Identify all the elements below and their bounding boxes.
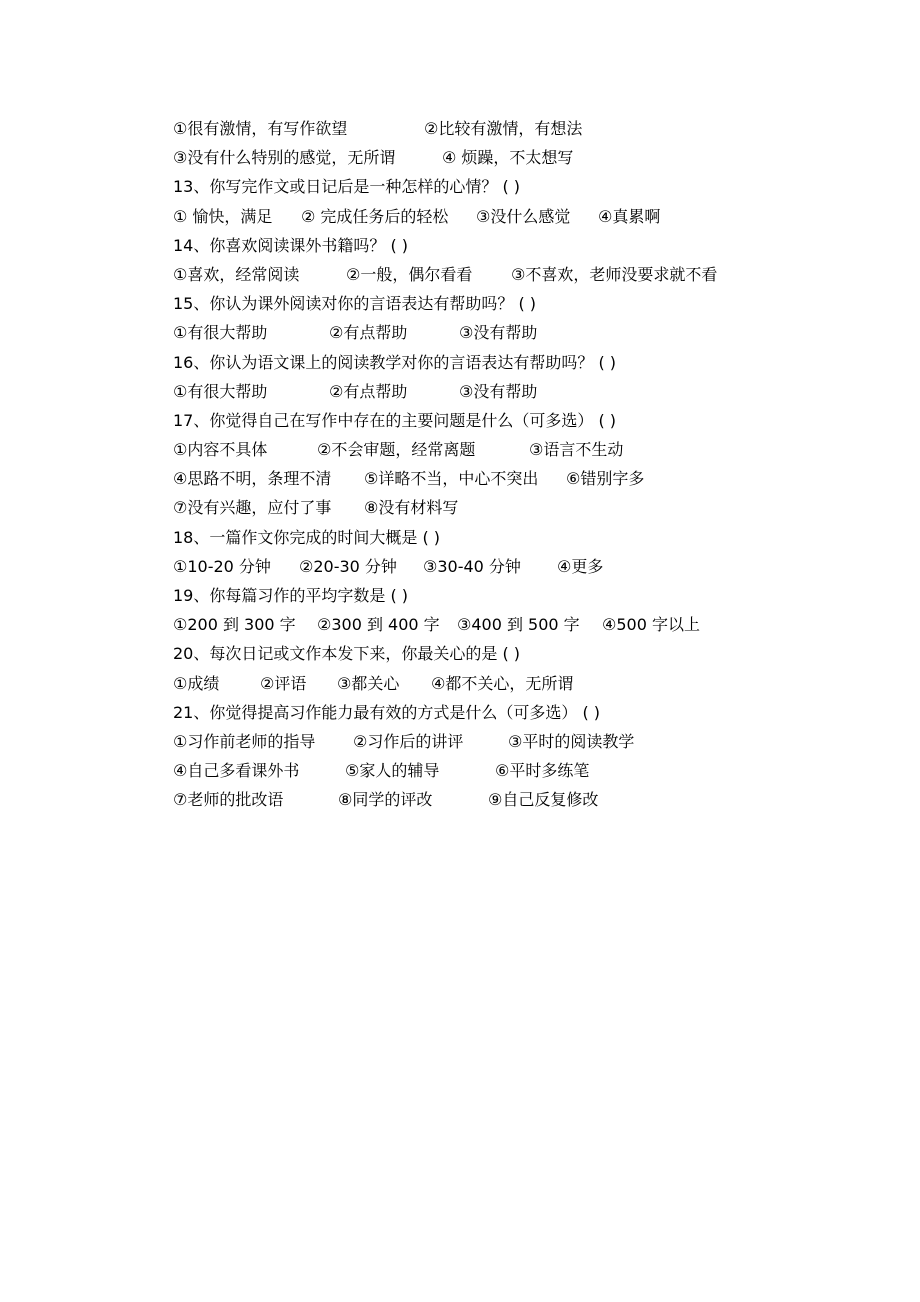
- option-line: [173, 202, 793, 231]
- option-item: ①有很大帮助: [173, 381, 268, 401]
- option-item: ⑥错别字多: [566, 469, 645, 489]
- option-item: ④ 烦躁，不太想写: [442, 148, 574, 168]
- question-text: 15、你认为课外阅读对你的言语表达有帮助吗？ ( ): [173, 294, 537, 314]
- option-item: ③没有帮助: [459, 323, 538, 343]
- question-text: 13、你写完作文或日记后是一种怎样的心情？ ( ): [173, 177, 521, 197]
- option-item: ① 愉快，满足: [173, 206, 273, 226]
- option-item: ⑦没有兴趣，应付了事: [173, 498, 332, 518]
- option-line: [173, 377, 793, 406]
- question-line: [173, 172, 793, 201]
- questionnaire-page: [173, 114, 793, 815]
- option-item: ②一般，偶尔看看: [346, 264, 473, 284]
- option-item: ③不喜欢，老师没要求就不看: [511, 264, 718, 284]
- option-item: ③30-40 分钟: [423, 556, 521, 576]
- option-item: ②20-30 分钟: [299, 556, 397, 576]
- option-item: ②有点帮助: [329, 323, 408, 343]
- option-item: ⑤家人的辅导: [345, 761, 440, 781]
- option-item: ④都不关心，无所谓: [431, 673, 574, 693]
- option-line: [173, 435, 793, 464]
- option-item: ③平时的阅读教学: [508, 731, 635, 751]
- option-line: [173, 318, 793, 347]
- question-line: [173, 523, 793, 552]
- option-item: ③没有什么特别的感觉，无所谓: [173, 148, 396, 168]
- option-line: [173, 552, 793, 581]
- question-text: 20、每次日记或文作本发下来，你最关心的是 ( ): [173, 644, 521, 664]
- option-item: ②比较有激情，有想法: [424, 119, 583, 138]
- option-line: [173, 464, 793, 493]
- option-line: [173, 114, 793, 143]
- option-item: ③都关心: [337, 673, 400, 693]
- option-item: ①内容不具体: [173, 440, 268, 460]
- option-line: [173, 785, 793, 814]
- option-item: ④500 字以上: [602, 615, 700, 635]
- option-item: ⑧没有材料写: [364, 498, 459, 518]
- option-item: ①喜欢，经常阅读: [173, 264, 300, 284]
- question-text: 21、你觉得提高习作能力最有效的方式是什么（可多选） ( ): [173, 702, 601, 722]
- question-line: [173, 231, 793, 260]
- option-item: ④真累啊: [598, 206, 661, 226]
- option-item: ④自己多看课外书: [173, 761, 300, 781]
- option-item: ⑦老师的批改语: [173, 790, 284, 810]
- option-line: [173, 260, 793, 289]
- option-item: ②有点帮助: [329, 381, 408, 401]
- option-item: ⑧同学的评改: [338, 790, 433, 810]
- question-line: [173, 639, 793, 668]
- question-line: [173, 406, 793, 435]
- option-item: ①10-20 分钟: [173, 556, 271, 576]
- option-item: ②习作后的讲评: [353, 731, 464, 751]
- option-item: ①很有激情，有写作欲望: [173, 119, 348, 138]
- question-line: [173, 581, 793, 610]
- option-item: ①成绩: [173, 673, 220, 693]
- question-line: [173, 698, 793, 727]
- option-item: ①200 到 300 字: [173, 615, 296, 635]
- option-item: ② 完成任务后的轻松: [301, 206, 449, 226]
- question-text: 19、你每篇习作的平均字数是 ( ): [173, 586, 409, 605]
- option-line: [173, 756, 793, 785]
- question-line: [173, 289, 793, 318]
- option-line: [173, 610, 793, 639]
- option-item: ④更多: [557, 556, 604, 576]
- question-text: 17、你觉得自己在写作中存在的主要问题是什么（可多选） ( ): [173, 410, 617, 430]
- question-line: [173, 348, 793, 377]
- question-text: 16、你认为语文课上的阅读教学对你的言语表达有帮助吗？ ( ): [173, 352, 617, 372]
- option-item: ②评语: [260, 673, 307, 693]
- option-item: ⑤详略不当，中心不突出: [364, 469, 539, 489]
- option-item: ③语言不生动: [529, 440, 624, 460]
- option-line: [173, 493, 793, 522]
- option-item: ③400 到 500 字: [457, 615, 580, 635]
- option-item: ①有很大帮助: [173, 323, 268, 343]
- option-line: [173, 727, 793, 756]
- option-item: ②300 到 400 字: [317, 615, 440, 635]
- option-item: ⑨自己反复修改: [488, 790, 599, 810]
- option-item: ③没有帮助: [459, 381, 538, 401]
- option-item: ⑥平时多练笔: [495, 761, 590, 781]
- option-item: ②不会审题，经常离题: [317, 440, 476, 460]
- option-item: ③没什么感觉: [476, 206, 571, 226]
- option-line: [173, 669, 793, 698]
- option-line: [173, 143, 793, 172]
- question-text: 18、一篇作文你完成的时间大概是 ( ): [173, 527, 441, 547]
- option-item: ①习作前老师的指导: [173, 731, 316, 751]
- question-text: 14、你喜欢阅读课外书籍吗？ ( ): [173, 235, 409, 255]
- option-item: ④思路不明，条理不清: [173, 469, 332, 489]
